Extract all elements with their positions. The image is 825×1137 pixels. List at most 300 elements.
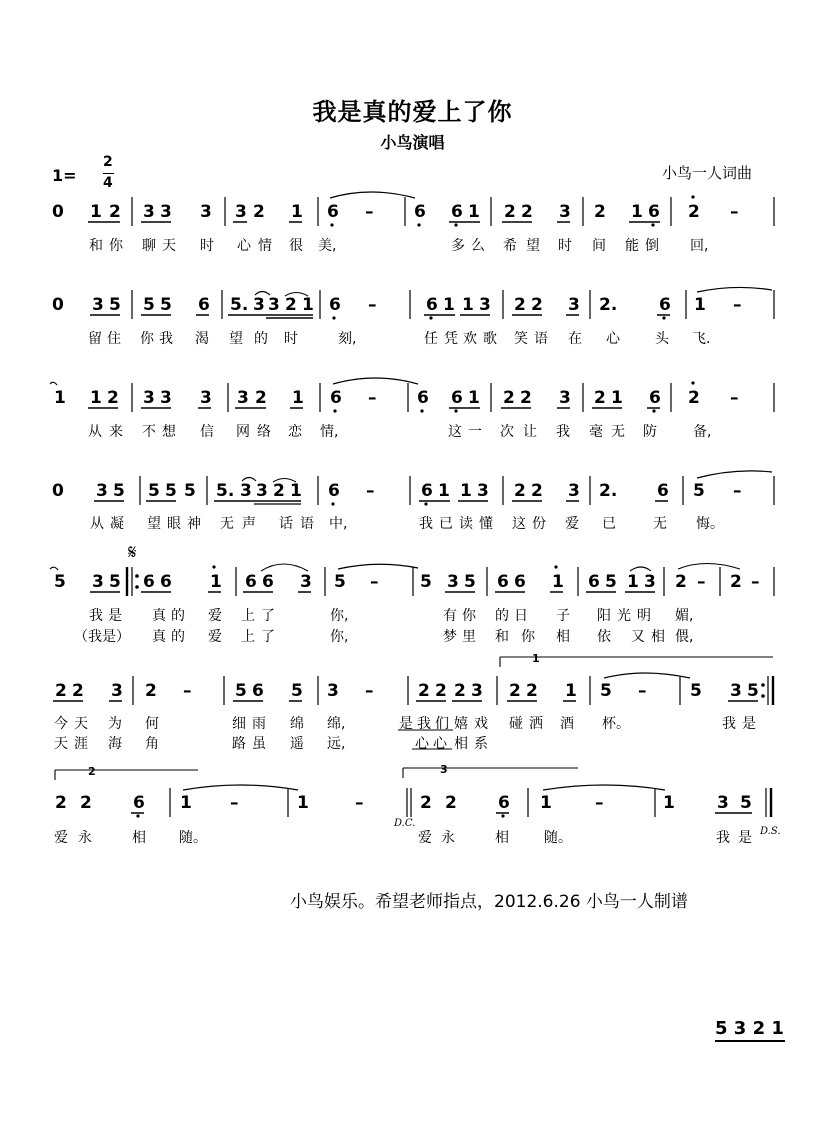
lyric-syllable: 无 [611,424,625,440]
lyric-syllable: 海 [108,736,122,752]
composer-credit: 小鸟一人词曲 [662,164,753,182]
lyric-syllable: 上 [241,629,255,645]
svg-text:2: 2 [688,388,700,408]
lyric-syllable: 这 [512,516,526,532]
lyric-syllable: 信 [200,424,214,440]
lyric-syllable: 我 [417,716,431,732]
lyric-syllable: 杯。 [602,716,630,732]
svg-text:2: 2 [514,295,526,315]
svg-text:3: 3 [160,202,172,222]
lyric-syllable: 心 [237,238,251,254]
lyric-syllable: 聊 [142,238,156,254]
lyric-syllable: 爱 [54,830,68,846]
svg-text:–: – [183,681,192,701]
svg-text:5: 5 [143,295,155,315]
svg-text:3: 3 [143,388,155,408]
svg-text:2: 2 [273,481,285,501]
lyric-syllable: 雨 [252,716,266,732]
svg-text:6: 6 [451,202,463,222]
lyric-syllable: 和 [495,629,509,645]
lyric-syllable: 歌 [483,331,497,347]
lyric-syllable: 能 [625,238,639,254]
lyric-syllable: 语 [300,516,314,532]
svg-text:3: 3 [268,295,280,315]
svg-text:5: 5 [148,481,160,501]
lyric-syllable: 声 [242,516,256,532]
lyric-syllable: 无 [653,516,667,532]
lyric-syllable: 里 [462,629,476,645]
corner-notes: 5 3 2 1 [715,1018,784,1039]
svg-text:1: 1 [291,202,303,222]
svg-text:–: – [370,572,379,592]
svg-text:1: 1 [54,388,66,408]
svg-text:3: 3 [559,388,571,408]
svg-text:3: 3 [240,481,252,501]
lyric-syllable: 爱 [418,830,432,846]
lyric-syllable: 了 [261,629,275,645]
svg-text:1: 1 [462,295,474,315]
lyric-syllable: 来 [109,424,123,440]
lyric-syllable: 络 [257,424,271,440]
lyric-syllable: 是 [399,716,413,732]
svg-text:1: 1 [90,202,102,222]
svg-text:6: 6 [588,572,600,592]
svg-text:6: 6 [497,572,509,592]
svg-text:5: 5 [334,572,346,592]
lyric-syllable: 戏 [474,716,488,732]
lyric-syllable: 我 [556,424,570,440]
lyric-syllable: 无 [220,516,234,532]
svg-text:5: 5 [235,681,247,701]
notation-line-1 [0,0,774,227]
lyric-syllable: 这 [448,424,462,440]
svg-text:6: 6 [414,202,426,222]
svg-text:2: 2 [285,295,297,315]
lyric-syllable: 我 [716,830,730,846]
lyrics-layer [54,237,756,846]
volta-3-label: 3 [440,763,448,776]
lyric-syllable: 毫 [589,424,603,440]
svg-text:6: 6 [328,481,340,501]
lyric-syllable: 望 [229,331,243,347]
svg-text:1: 1 [210,572,222,592]
lyric-syllable: 相 [132,830,146,846]
svg-text:–: – [595,793,604,813]
svg-text:1: 1 [302,295,314,315]
footer-credit: 小鸟娱乐。希望老师指点，2012.6.26 小鸟一人制谱 [290,892,688,912]
performer-line: 小鸟演唱 [380,133,445,152]
svg-text:5: 5 [291,681,303,701]
lyric-syllable: 已 [439,516,453,532]
svg-text:1: 1 [290,481,302,501]
lyric-syllable: 你 [521,629,535,645]
lyric-syllable: 何 [145,716,159,732]
corner-underline [715,1040,785,1042]
key-signature: 1= [52,166,77,185]
lyric-syllable: 眼 [167,516,181,532]
svg-text:–: – [365,202,374,222]
lyric-syllable: 神 [187,516,201,532]
svg-text:2: 2 [418,681,430,701]
lyric-syllable: 让 [523,424,537,440]
svg-text:5: 5 [464,572,476,592]
lyric-syllable: 你 [462,608,476,624]
song-title: 我是真的爱上了你 [312,97,513,126]
lyric-syllable: 笑 [514,331,528,347]
svg-text:1: 1 [438,481,450,501]
svg-text:6: 6 [252,681,264,701]
lyric-syllable: 心 [433,736,447,752]
svg-text:2: 2 [420,793,432,813]
svg-text:–: – [638,681,647,701]
svg-text:6: 6 [514,572,526,592]
svg-text:–: – [730,202,739,222]
svg-text:1: 1 [292,388,304,408]
svg-text:3: 3 [477,481,489,501]
lyric-syllable: 望 [147,516,161,532]
svg-text:2: 2 [80,793,92,813]
lyric-syllable: 渴 [195,331,209,347]
svg-text:2: 2 [531,295,543,315]
svg-text:–: – [368,295,377,315]
lyric-syllable: 绵, [327,716,346,732]
lyric-syllable: 从 [88,424,102,440]
svg-text:–: – [355,793,364,813]
svg-text:3: 3 [559,202,571,222]
svg-text:3: 3 [235,202,247,222]
lyric-syllable: 时 [284,331,298,347]
svg-text:0: 0 [52,295,64,315]
lyric-syllable: 们 [435,716,449,732]
lyric-syllable: 细 [232,716,246,732]
lyric-syllable: 偎, [675,629,694,645]
svg-text:–: – [230,793,239,813]
svg-text:–: – [368,388,377,408]
svg-text:3: 3 [200,202,212,222]
svg-text:2: 2 [504,202,516,222]
svg-text:6: 6 [498,793,510,813]
lyric-syllable: 心 [415,736,429,752]
svg-text:1: 1 [468,202,480,222]
svg-text:2: 2 [55,681,67,701]
svg-text:5: 5 [747,681,759,701]
svg-text:3: 3 [568,481,580,501]
svg-text:6: 6 [143,572,155,592]
svg-text:–: – [697,572,706,592]
lyric-syllable: 心 [606,331,620,347]
dc-label: D.C. [394,818,416,829]
lyric-syllable: 今 [54,716,68,732]
lyric-syllable: 天 [54,736,68,752]
lyric-syllable: 时 [200,238,214,254]
svg-text:3: 3 [111,681,123,701]
lyric-syllable: 绵 [290,716,304,732]
svg-text:1: 1 [468,388,480,408]
lyric-syllable: 已 [602,516,616,532]
svg-text:–: – [751,572,760,592]
svg-text:1: 1 [90,388,102,408]
svg-text:2: 2 [521,202,533,222]
lyric-syllable: 你, [330,608,349,624]
lyric-syllable: 欢 [463,331,477,347]
svg-text:6: 6 [245,572,257,592]
lyric-syllable: 留 [88,331,102,347]
svg-text:3: 3 [253,295,265,315]
lyric-syllable: 份 [532,516,546,532]
lyric-syllable: 时 [558,238,572,254]
svg-text:5: 5 [160,295,172,315]
svg-text:2: 2 [255,388,267,408]
svg-text:3: 3 [479,295,491,315]
lyric-syllable: 阳 [597,608,611,624]
svg-text:5: 5 [605,572,617,592]
svg-text:5: 5 [690,681,702,701]
segno-sign: 𝄋 [128,540,137,564]
lyric-syllable: 希 [503,238,517,254]
lyric-syllable: 次 [500,424,514,440]
lyric-syllable: 情, [320,424,339,440]
lyric-syllable: 防 [643,424,657,440]
svg-text:5: 5 [740,793,752,813]
lyric-syllable: 头 [655,331,669,347]
lyric-syllable: 在 [568,331,582,347]
lyric-syllable: 是 [108,608,122,624]
lyric-syllable: 了 [261,608,275,624]
svg-text:–: – [366,481,375,501]
lyric-syllable: 任 [424,331,438,347]
lyric-syllable: 中, [329,516,348,532]
svg-text:6: 6 [657,481,669,501]
svg-text:5: 5 [109,572,121,592]
svg-text:3: 3 [300,572,312,592]
lyric-syllable: 的 [495,608,509,624]
svg-text:2: 2 [730,572,742,592]
lyric-syllable: 洒 [529,716,543,732]
lyric-syllable: 天 [74,716,88,732]
svg-text:3: 3 [96,481,108,501]
lyric-syllable: 相 [556,629,570,645]
lyric-syllable: 系 [474,736,488,752]
lyric-syllable: 真 [152,608,166,624]
lyric-syllable: 酒 [560,716,574,732]
lyric-syllable: 懂 [479,516,493,532]
lyric-syllable: 我 [419,516,433,532]
svg-text:6: 6 [648,202,660,222]
lyric-syllable: 读 [459,516,473,532]
svg-text:6: 6 [421,481,433,501]
svg-text:5: 5 [184,481,196,501]
lyric-syllable: 有 [443,608,457,624]
svg-text:1: 1 [627,572,639,592]
svg-text:3: 3 [447,572,459,592]
svg-text:2: 2 [107,388,119,408]
svg-text:6: 6 [451,388,463,408]
svg-text:5: 5 [109,295,121,315]
lyric-syllable: 间 [592,238,606,254]
lyric-syllable: 又 [631,629,645,645]
svg-text:5.: 5. [216,481,235,501]
svg-text:3: 3 [92,295,104,315]
svg-text:6: 6 [330,388,342,408]
volta-2-label: 2 [88,765,96,778]
svg-text:5: 5 [693,481,705,501]
svg-text:1: 1 [631,202,643,222]
notation-line-2 [0,0,774,320]
svg-text:2: 2 [594,388,606,408]
svg-text:2: 2 [503,388,515,408]
lyric-syllable: 多 [451,238,465,254]
svg-text:0: 0 [52,202,64,222]
svg-text:0: 0 [52,481,64,501]
svg-text:–: – [730,388,739,408]
lyric-syllable: 想 [162,424,176,440]
lyric-syllable: 从 [90,516,104,532]
lyric-syllable: 路 [232,736,246,752]
svg-text:3: 3 [237,388,249,408]
lyric-syllable: 你, [330,629,349,645]
lyric-syllable: 依 [597,629,611,645]
time-signature-top: 2 [103,154,113,170]
svg-text:2.: 2. [599,295,618,315]
volta-1-label: 1 [532,652,540,665]
lyric-syllable: 明 [637,608,651,624]
svg-text:2: 2 [675,572,687,592]
lyric-syllable: 凭 [444,331,458,347]
svg-text:1: 1 [694,295,706,315]
svg-text:5: 5 [54,572,66,592]
svg-text:2: 2 [520,388,532,408]
svg-text:3: 3 [200,388,212,408]
lyric-syllable: 相 [651,629,665,645]
lyric-syllable: 为 [108,716,122,732]
lyric-syllable: （我是） [74,629,130,645]
svg-text:1: 1 [297,793,309,813]
lyric-syllable: 相 [454,736,468,752]
lyric-syllable: 随。 [544,830,572,846]
svg-text:5.: 5. [230,295,249,315]
ds-label: D.S. [760,826,781,837]
svg-text:3: 3 [143,202,155,222]
lyric-syllable: 的 [171,608,185,624]
lyric-syllable: 日 [514,608,528,624]
lyric-syllable: 遥 [290,736,304,752]
lyric-syllable: 飞. [692,331,711,347]
lyric-syllable: 永 [441,830,455,846]
svg-text:3: 3 [717,793,729,813]
svg-text:3: 3 [471,681,483,701]
svg-text:6: 6 [659,295,671,315]
svg-text:3: 3 [644,572,656,592]
svg-text:1: 1 [663,793,675,813]
lyric-syllable: 么 [471,238,485,254]
lyric-syllable: 天 [162,238,176,254]
svg-text:2: 2 [435,681,447,701]
svg-text:2: 2 [109,202,121,222]
svg-text:5: 5 [113,481,125,501]
svg-text:6: 6 [133,793,145,813]
svg-text:5: 5 [165,481,177,501]
lyric-syllable: 光 [617,608,631,624]
lyric-syllable: 角 [145,736,159,752]
svg-text:3: 3 [92,572,104,592]
lyric-syllable: 媚, [675,608,694,624]
lyric-syllable: 子 [556,608,570,624]
svg-text:2: 2 [55,793,67,813]
svg-text:1: 1 [180,793,192,813]
svg-text:1: 1 [460,481,472,501]
svg-text:1: 1 [611,388,623,408]
svg-text:1: 1 [443,295,455,315]
lyric-syllable: 的 [254,331,268,347]
svg-text:2: 2 [145,681,157,701]
lyric-syllable: 悔。 [696,516,724,532]
lyric-syllable: 情 [258,238,272,254]
lyric-syllable: 倒 [645,238,659,254]
lyric-syllable: 恋 [288,424,302,440]
svg-text:–: – [733,481,742,501]
svg-text:6: 6 [327,202,339,222]
lyric-syllable: 回, [690,238,709,254]
lyric-syllable: 是 [742,716,756,732]
lyric-syllable: 是 [738,830,752,846]
svg-text:2: 2 [531,481,543,501]
svg-text:6: 6 [649,388,661,408]
lyric-syllable: 美, [318,238,337,254]
lyric-syllable: 相 [495,830,509,846]
lyric-syllable: 网 [236,424,250,440]
svg-text:2: 2 [454,681,466,701]
lyric-syllable: 随。 [179,830,207,846]
lyric-syllable: 上 [241,608,255,624]
svg-text:3: 3 [568,295,580,315]
lyric-syllable: 我 [89,608,103,624]
svg-text:2: 2 [594,202,606,222]
svg-text:3: 3 [160,388,172,408]
svg-text:2.: 2. [599,481,618,501]
svg-text:1: 1 [565,681,577,701]
lyric-syllable: 我 [722,716,736,732]
lyric-syllable: 的 [171,629,185,645]
lyric-syllable: 嬉 [454,716,468,732]
lyric-syllable: 语 [534,331,548,347]
lyric-syllable: 很 [289,238,303,254]
time-signature-bottom: 4 [103,175,113,191]
svg-text:2: 2 [509,681,521,701]
lyric-syllable: 远, [327,736,346,752]
svg-text:6: 6 [160,572,172,592]
lyric-syllable: 你 [140,331,154,347]
svg-text:–: – [365,681,374,701]
svg-text:6: 6 [426,295,438,315]
lyric-syllable: 备, [693,424,712,440]
svg-text:2: 2 [526,681,538,701]
svg-text:2: 2 [253,202,265,222]
svg-text:–: – [733,295,742,315]
lyric-syllable: 一 [468,424,482,440]
svg-text:6: 6 [262,572,274,592]
lyric-syllable: 和 [89,238,103,254]
svg-text:2: 2 [445,793,457,813]
svg-text:6: 6 [417,388,429,408]
lyric-syllable: 爱 [208,629,222,645]
svg-text:3: 3 [730,681,742,701]
lyric-syllable: 爱 [565,516,579,532]
svg-text:3: 3 [327,681,339,701]
lyric-syllable: 话 [279,516,293,532]
lyric-syllable: 爱 [208,608,222,624]
lyric-syllable: 真 [152,629,166,645]
lyric-syllable: 我 [159,331,173,347]
